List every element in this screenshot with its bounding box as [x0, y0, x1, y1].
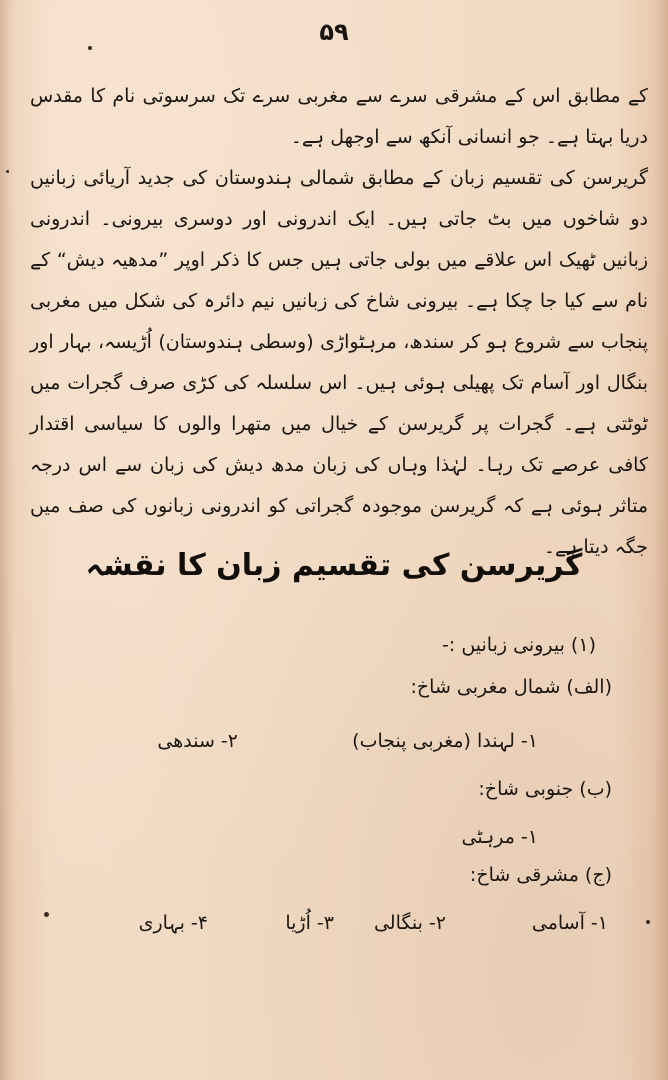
outline-branch-southern: (ب) جنوبی شاخ: [478, 778, 612, 800]
body-text [30, 76, 648, 568]
page-number: ۵۹ [319, 18, 349, 46]
outline-item-sindhi: ۲- سندھی [157, 730, 238, 752]
section-heading: گریرسن کی تقسیم زبان کا نقشہ [85, 548, 583, 583]
ink-speck [44, 912, 49, 917]
page-edge-right [654, 0, 668, 1080]
outline-item-bihari: ۴- بہاری [138, 912, 208, 934]
ink-speck [6, 170, 9, 173]
outline-item-oriya: ۳- اُڑیا [285, 912, 334, 934]
ink-speck [88, 46, 92, 50]
outline-item-marathi: ۱- مرہٹی [461, 826, 538, 848]
outline-item-bengali: ۲- بنگالی [373, 912, 446, 934]
outline-item-lahnda: ۱- لہندا (مغربی پنجاب) [352, 730, 538, 752]
outline-item-assamese: ۱- آسامی [531, 912, 608, 934]
outline-branch-northwest: (الف) شمال مغربی شاخ: [410, 676, 612, 698]
paragraph-2: گریرسن کی تقسیم زبان کے مطابق شمالی ہندوستان کی جدید آریائی زبانیں دو شاخوں میں بٹ جاتی ہیں۔ ایک اندرونی اور دوسری بیرونی۔ اندرونی زبانیں ٹھیک اس علاقے میں بولی جاتی ہیں جس کا ذکر اوپر ”مدھیہ دیش“ کے نام سے کیا جا چکا ہے۔ بیرونی شاخ کی زبانیں نیم دائرہ کی شکل میں مغربی پنجاب سے شروع ہو کر سندھ، مرہٹواڑی (وسطی ہندوستان) اُڑیسہ، بہار اور بنگال اور آسام تک پھیلی ہوئی ہیں۔ اس سلسلہ کی کڑی صرف گجرات میں ٹوٹتی ہے۔ گجرات پر گریرسن کے خیال میں متھرا والوں کا سیاسی اقتدار کافی عرصے تک رہا۔ لہٰذا وہاں کی زبان مدھ دیش کی زبان سے اس درجہ متاثر ہوئی ہے کہ گریرسن موجودہ گجراتی کو اندرونی زبانوں کی صف میں جگہ دیتا ہے۔ [30, 167, 648, 558]
page-edge-left [0, 0, 14, 1080]
outline-branch-eastern: (ج) مشرقی شاخ: [469, 864, 612, 886]
ink-speck [646, 920, 650, 924]
paragraph-1: کے مطابق اس کے مشرقی سرے سے مغربی سرے تک سرسوتی نام کا مقدس دریا بہتا ہے۔ جو انسانی آنکھ سے اوجھل ہے۔ [30, 85, 648, 148]
outline-section-1: (۱) بیرونی زبانیں :- [442, 634, 596, 656]
